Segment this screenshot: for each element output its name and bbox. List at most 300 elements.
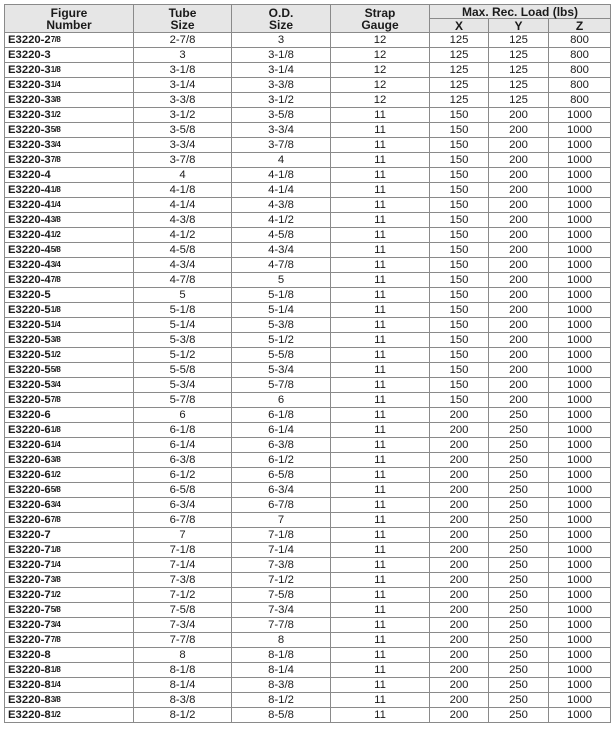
load-z-cell: 1000 xyxy=(549,708,611,723)
load-y-cell: 200 xyxy=(489,123,549,138)
load-z-cell: 1000 xyxy=(549,423,611,438)
load-z-cell: 1000 xyxy=(549,603,611,618)
table-row xyxy=(5,693,611,708)
figure-number-cell xyxy=(5,48,134,63)
header-tube-line2: Size xyxy=(170,17,195,32)
table-row xyxy=(5,498,611,513)
tube-size-cell: 7-1/8 xyxy=(134,543,232,558)
table-row xyxy=(5,648,611,663)
table-row xyxy=(5,393,611,408)
load-y-cell: 125 xyxy=(489,78,549,93)
figure-number-cell xyxy=(5,183,134,198)
figure-number-cell xyxy=(5,78,134,93)
load-x-cell: 200 xyxy=(430,513,489,528)
od-size-cell: 4-5/8 xyxy=(232,228,331,243)
figure-number-prefix: E3220-6 xyxy=(8,469,51,481)
load-y-cell: 200 xyxy=(489,228,549,243)
header-od-size xyxy=(232,5,331,33)
load-z-cell: 1000 xyxy=(549,138,611,153)
load-x-cell: 200 xyxy=(430,408,489,423)
table-row xyxy=(5,603,611,618)
header-strap-line1: Strap xyxy=(364,5,396,20)
figure-number-prefix: E3220-8 xyxy=(8,709,51,721)
figure-number-prefix: E3220-2 xyxy=(8,34,51,46)
tube-size-cell: 5 xyxy=(134,288,232,303)
load-x-cell: 200 xyxy=(430,528,489,543)
strap-gauge-cell: 11 xyxy=(331,693,430,708)
figure-number-prefix: E3220-8 xyxy=(8,694,51,706)
load-x-cell: 150 xyxy=(430,303,489,318)
figure-number-prefix: E3220-4 xyxy=(8,199,51,211)
table-row xyxy=(5,273,611,288)
figure-number-cell xyxy=(5,63,134,78)
figure-number-fraction: 1/4 xyxy=(50,680,61,689)
strap-gauge-cell: 12 xyxy=(331,48,430,63)
od-size-cell: 5-3/8 xyxy=(232,318,331,333)
load-x-cell: 200 xyxy=(430,663,489,678)
figure-number-prefix: E3220-5 xyxy=(8,364,51,376)
table-row xyxy=(5,183,611,198)
tube-size-cell: 3-3/4 xyxy=(134,138,232,153)
od-size-cell: 6-1/4 xyxy=(232,423,331,438)
load-z-cell: 1000 xyxy=(549,528,611,543)
strap-gauge-cell: 11 xyxy=(331,603,430,618)
strap-gauge-cell: 11 xyxy=(331,498,430,513)
figure-number-fraction: 1/8 xyxy=(50,305,61,314)
load-x-cell: 150 xyxy=(430,348,489,363)
figure-number-cell xyxy=(5,378,134,393)
load-x-cell: 200 xyxy=(430,573,489,588)
figure-number-prefix: E3220-3 xyxy=(8,94,51,106)
strap-gauge-cell: 12 xyxy=(331,78,430,93)
od-size-cell: 7-1/2 xyxy=(232,573,331,588)
figure-number-prefix: E3220-3 xyxy=(8,124,51,136)
figure-number-prefix: E3220-7 xyxy=(8,619,51,631)
load-y-cell: 200 xyxy=(489,108,549,123)
header-tube-line1: Tube xyxy=(168,5,197,20)
load-x-cell: 200 xyxy=(430,483,489,498)
figure-number-prefix: E3220-3 xyxy=(8,154,51,166)
load-y-cell: 200 xyxy=(489,393,549,408)
header-figure-line2: Number xyxy=(46,17,92,32)
load-y-cell: 250 xyxy=(489,513,549,528)
figure-number-fraction: 1/2 xyxy=(50,590,61,599)
figure-number-fraction: 1/8 xyxy=(50,665,61,674)
od-size-cell: 4-1/2 xyxy=(232,213,331,228)
figure-number-cell xyxy=(5,543,134,558)
table-row xyxy=(5,543,611,558)
tube-size-cell: 4-7/8 xyxy=(134,273,232,288)
figure-number-fraction: 5/8 xyxy=(50,125,61,134)
spec-table-container xyxy=(4,4,610,723)
table-row xyxy=(5,588,611,603)
load-x-cell: 200 xyxy=(430,588,489,603)
tube-size-cell: 7-1/2 xyxy=(134,588,232,603)
figure-number-cell xyxy=(5,108,134,123)
figure-number-cell xyxy=(5,438,134,453)
load-x-cell: 200 xyxy=(430,423,489,438)
figure-number-prefix: E3220-5 xyxy=(8,379,51,391)
strap-gauge-cell: 11 xyxy=(331,678,430,693)
tube-size-cell: 7-5/8 xyxy=(134,603,232,618)
tube-size-cell: 6-1/2 xyxy=(134,468,232,483)
tube-size-cell: 6-7/8 xyxy=(134,513,232,528)
figure-number-fraction: 1/4 xyxy=(50,320,61,329)
od-size-cell: 4-1/4 xyxy=(232,183,331,198)
figure-number-prefix: E3220-3 xyxy=(8,109,51,121)
figure-number-cell xyxy=(5,618,134,633)
strap-gauge-cell: 11 xyxy=(331,543,430,558)
table-row xyxy=(5,138,611,153)
figure-number-fraction: 1/8 xyxy=(50,425,61,434)
table-row xyxy=(5,78,611,93)
od-size-cell: 7-1/4 xyxy=(232,543,331,558)
load-y-cell: 250 xyxy=(489,543,549,558)
load-z-cell: 1000 xyxy=(549,498,611,513)
load-y-cell: 250 xyxy=(489,423,549,438)
figure-number-cell xyxy=(5,138,134,153)
load-z-cell: 1000 xyxy=(549,513,611,528)
figure-number-fraction: 3/8 xyxy=(50,215,61,224)
load-z-cell: 1000 xyxy=(549,543,611,558)
od-size-cell: 5-1/2 xyxy=(232,333,331,348)
load-z-cell: 1000 xyxy=(549,663,611,678)
table-row xyxy=(5,468,611,483)
figure-number-fraction: 7/8 xyxy=(50,35,61,44)
tube-size-cell: 4-1/8 xyxy=(134,183,232,198)
load-z-cell: 1000 xyxy=(549,348,611,363)
load-y-cell: 250 xyxy=(489,603,549,618)
load-y-cell: 250 xyxy=(489,648,549,663)
strap-gauge-cell: 11 xyxy=(331,528,430,543)
tube-size-cell: 7 xyxy=(134,528,232,543)
load-z-cell: 1000 xyxy=(549,378,611,393)
figure-number-fraction: 1/4 xyxy=(50,200,61,209)
load-z-cell: 1000 xyxy=(549,588,611,603)
table-row xyxy=(5,423,611,438)
tube-size-cell: 5-3/8 xyxy=(134,333,232,348)
strap-gauge-cell: 11 xyxy=(331,183,430,198)
od-size-cell: 3-1/2 xyxy=(232,93,331,108)
od-size-cell: 3-5/8 xyxy=(232,108,331,123)
load-x-cell: 150 xyxy=(430,333,489,348)
tube-size-cell: 4 xyxy=(134,168,232,183)
figure-number-prefix: E3220-4 xyxy=(8,184,51,196)
header-figure-number xyxy=(5,5,134,33)
tube-size-cell: 3 xyxy=(134,48,232,63)
strap-gauge-cell: 11 xyxy=(331,468,430,483)
load-x-cell: 150 xyxy=(430,318,489,333)
table-row xyxy=(5,483,611,498)
strap-gauge-cell: 11 xyxy=(331,618,430,633)
strap-gauge-cell: 11 xyxy=(331,153,430,168)
load-y-cell: 125 xyxy=(489,93,549,108)
tube-size-cell: 7-1/4 xyxy=(134,558,232,573)
figure-number-prefix: E3220-7 xyxy=(8,604,51,616)
figure-number-cell xyxy=(5,423,134,438)
load-z-cell: 1000 xyxy=(549,183,611,198)
load-x-cell: 200 xyxy=(430,453,489,468)
table-row xyxy=(5,438,611,453)
figure-number-prefix: E3220-4 xyxy=(8,214,51,226)
table-row xyxy=(5,663,611,678)
od-size-cell: 8-1/4 xyxy=(232,663,331,678)
load-y-cell: 200 xyxy=(489,138,549,153)
strap-gauge-cell: 11 xyxy=(331,348,430,363)
figure-number-prefix: E3220-5 xyxy=(8,349,51,361)
table-row xyxy=(5,408,611,423)
load-x-cell: 125 xyxy=(430,93,489,108)
figure-number-cell xyxy=(5,483,134,498)
load-x-cell: 150 xyxy=(430,108,489,123)
od-size-cell: 4 xyxy=(232,153,331,168)
tube-size-cell: 5-5/8 xyxy=(134,363,232,378)
load-z-cell: 1000 xyxy=(549,453,611,468)
od-size-cell: 6-1/8 xyxy=(232,408,331,423)
figure-number-cell xyxy=(5,603,134,618)
od-size-cell: 4-1/8 xyxy=(232,168,331,183)
figure-number-prefix: E3220-4 xyxy=(8,229,51,241)
figure-number-prefix: E3220-4 xyxy=(8,259,51,271)
strap-gauge-cell: 11 xyxy=(331,408,430,423)
tube-size-cell: 7-3/8 xyxy=(134,573,232,588)
od-size-cell: 3-1/8 xyxy=(232,48,331,63)
load-z-cell: 1000 xyxy=(549,693,611,708)
figure-number-fraction: 3/4 xyxy=(50,380,61,389)
od-size-cell: 8-5/8 xyxy=(232,708,331,723)
tube-size-cell: 8 xyxy=(134,648,232,663)
load-z-cell: 800 xyxy=(549,93,611,108)
load-z-cell: 1000 xyxy=(549,168,611,183)
table-row xyxy=(5,63,611,78)
figure-number-prefix: E3220-5 xyxy=(8,289,51,301)
figure-number-cell xyxy=(5,468,134,483)
figure-number-fraction: 3/4 xyxy=(50,620,61,629)
table-row xyxy=(5,93,611,108)
table-row xyxy=(5,258,611,273)
load-z-cell: 1000 xyxy=(549,648,611,663)
load-y-cell: 200 xyxy=(489,348,549,363)
od-size-cell: 6 xyxy=(232,393,331,408)
table-row xyxy=(5,213,611,228)
strap-gauge-cell: 11 xyxy=(331,318,430,333)
figure-number-prefix: E3220-3 xyxy=(8,79,51,91)
strap-gauge-cell: 11 xyxy=(331,138,430,153)
load-y-cell: 125 xyxy=(489,48,549,63)
figure-number-prefix: E3220-5 xyxy=(8,334,51,346)
load-z-cell: 1000 xyxy=(549,438,611,453)
strap-gauge-cell: 11 xyxy=(331,303,430,318)
figure-number-fraction: 5/8 xyxy=(50,245,61,254)
figure-number-cell xyxy=(5,153,134,168)
od-size-cell: 3 xyxy=(232,33,331,48)
od-size-cell: 5-3/4 xyxy=(232,363,331,378)
load-z-cell: 1000 xyxy=(549,213,611,228)
figure-number-cell xyxy=(5,273,134,288)
load-z-cell: 1000 xyxy=(549,468,611,483)
load-x-cell: 125 xyxy=(430,63,489,78)
figure-number-cell xyxy=(5,318,134,333)
load-y-cell: 250 xyxy=(489,678,549,693)
figure-number-prefix: E3220-6 xyxy=(8,514,51,526)
tube-size-cell: 8-3/8 xyxy=(134,693,232,708)
load-z-cell: 1000 xyxy=(549,633,611,648)
tube-size-cell: 7-7/8 xyxy=(134,633,232,648)
table-header xyxy=(5,5,611,33)
load-x-cell: 150 xyxy=(430,153,489,168)
load-z-cell: 1000 xyxy=(549,573,611,588)
tube-size-cell: 5-3/4 xyxy=(134,378,232,393)
figure-number-fraction: 1/8 xyxy=(50,185,61,194)
load-x-cell: 150 xyxy=(430,183,489,198)
strap-gauge-cell: 12 xyxy=(331,33,430,48)
load-x-cell: 150 xyxy=(430,243,489,258)
tube-size-cell: 4-1/2 xyxy=(134,228,232,243)
figure-number-prefix: E3220-4 xyxy=(8,244,51,256)
load-z-cell: 800 xyxy=(549,48,611,63)
figure-number-prefix: E3220-5 xyxy=(8,319,51,331)
strap-gauge-cell: 11 xyxy=(331,288,430,303)
load-x-cell: 200 xyxy=(430,468,489,483)
figure-number-cell xyxy=(5,123,134,138)
figure-number-fraction: 5/8 xyxy=(50,605,61,614)
od-size-cell: 7 xyxy=(232,513,331,528)
table-row xyxy=(5,288,611,303)
load-x-cell: 150 xyxy=(430,288,489,303)
od-size-cell: 4-7/8 xyxy=(232,258,331,273)
load-x-cell: 150 xyxy=(430,168,489,183)
load-x-cell: 200 xyxy=(430,438,489,453)
load-x-cell: 150 xyxy=(430,228,489,243)
load-x-cell: 125 xyxy=(430,78,489,93)
load-y-cell: 250 xyxy=(489,408,549,423)
tube-size-cell: 6-5/8 xyxy=(134,483,232,498)
load-y-cell: 200 xyxy=(489,153,549,168)
table-row xyxy=(5,168,611,183)
strap-gauge-cell: 11 xyxy=(331,633,430,648)
header-od-line2: Size xyxy=(268,17,293,32)
table-row xyxy=(5,708,611,723)
load-z-cell: 1000 xyxy=(549,108,611,123)
tube-size-cell: 8-1/4 xyxy=(134,678,232,693)
figure-number-prefix: E3220-8 xyxy=(8,664,51,676)
table-row xyxy=(5,198,611,213)
load-y-cell: 250 xyxy=(489,618,549,633)
figure-number-prefix: E3220-6 xyxy=(8,484,51,496)
strap-gauge-cell: 11 xyxy=(331,378,430,393)
figure-number-prefix: E3220-3 xyxy=(8,64,51,76)
tube-size-cell: 5-7/8 xyxy=(134,393,232,408)
load-y-cell: 200 xyxy=(489,258,549,273)
figure-number-fraction: 3/8 xyxy=(50,335,61,344)
load-y-cell: 250 xyxy=(489,558,549,573)
load-x-cell: 200 xyxy=(430,708,489,723)
tube-size-cell: 4-1/4 xyxy=(134,198,232,213)
figure-number-fraction: 1/2 xyxy=(50,110,61,119)
figure-number-cell xyxy=(5,93,134,108)
strap-gauge-cell: 11 xyxy=(331,393,430,408)
load-x-cell: 200 xyxy=(430,693,489,708)
load-x-cell: 200 xyxy=(430,678,489,693)
strap-gauge-cell: 11 xyxy=(331,363,430,378)
strap-gauge-cell: 11 xyxy=(331,258,430,273)
header-strap-line2: Gauge xyxy=(361,17,399,32)
strap-gauge-cell: 12 xyxy=(331,93,430,108)
table-row xyxy=(5,678,611,693)
table-row xyxy=(5,108,611,123)
header-load-x: X xyxy=(430,19,489,33)
figure-number-cell xyxy=(5,213,134,228)
load-z-cell: 1000 xyxy=(549,408,611,423)
load-y-cell: 200 xyxy=(489,303,549,318)
figure-number-cell xyxy=(5,528,134,543)
load-x-cell: 200 xyxy=(430,603,489,618)
figure-number-cell xyxy=(5,258,134,273)
load-y-cell: 250 xyxy=(489,498,549,513)
load-y-cell: 125 xyxy=(489,63,549,78)
figure-number-fraction: 7/8 xyxy=(50,275,61,284)
figure-number-fraction: 1/4 xyxy=(50,560,61,569)
load-y-cell: 250 xyxy=(489,453,549,468)
od-size-cell: 3-3/8 xyxy=(232,78,331,93)
strap-gauge-cell: 11 xyxy=(331,273,430,288)
load-z-cell: 800 xyxy=(549,33,611,48)
figure-number-cell xyxy=(5,678,134,693)
figure-number-prefix: E3220-6 xyxy=(8,409,51,421)
od-size-cell: 7-7/8 xyxy=(232,618,331,633)
load-y-cell: 250 xyxy=(489,663,549,678)
figure-number-fraction: 3/8 xyxy=(50,575,61,584)
figure-number-cell xyxy=(5,333,134,348)
load-y-cell: 200 xyxy=(489,198,549,213)
tube-size-cell: 2-7/8 xyxy=(134,33,232,48)
load-y-cell: 250 xyxy=(489,468,549,483)
load-y-cell: 200 xyxy=(489,183,549,198)
load-z-cell: 1000 xyxy=(549,333,611,348)
figure-number-prefix: E3220-3 xyxy=(8,139,51,151)
od-size-cell: 7-1/8 xyxy=(232,528,331,543)
od-size-cell: 4-3/4 xyxy=(232,243,331,258)
figure-number-prefix: E3220-8 xyxy=(8,679,51,691)
figure-number-cell xyxy=(5,228,134,243)
header-strap-gauge xyxy=(331,5,430,33)
table-body xyxy=(5,33,611,723)
strap-gauge-cell: 11 xyxy=(331,513,430,528)
load-z-cell: 1000 xyxy=(549,483,611,498)
load-x-cell: 150 xyxy=(430,393,489,408)
figure-number-cell xyxy=(5,558,134,573)
od-size-cell: 8-1/2 xyxy=(232,693,331,708)
load-z-cell: 1000 xyxy=(549,363,611,378)
header-tube-size xyxy=(134,5,232,33)
tube-size-cell: 3-1/2 xyxy=(134,108,232,123)
figure-number-fraction: 1/2 xyxy=(50,350,61,359)
load-y-cell: 200 xyxy=(489,213,549,228)
figure-number-fraction: 1/8 xyxy=(50,545,61,554)
header-load-z: Z xyxy=(549,19,611,33)
load-z-cell: 1000 xyxy=(549,153,611,168)
load-x-cell: 150 xyxy=(430,273,489,288)
figure-number-prefix: E3220-7 xyxy=(8,544,51,556)
header-load-y: Y xyxy=(489,19,549,33)
figure-number-fraction: 1/4 xyxy=(50,80,61,89)
tube-size-cell: 5-1/2 xyxy=(134,348,232,363)
figure-number-prefix: E3220-7 xyxy=(8,529,51,541)
figure-number-prefix: E3220-6 xyxy=(8,424,51,436)
od-size-cell: 5 xyxy=(232,273,331,288)
od-size-cell: 6-1/2 xyxy=(232,453,331,468)
figure-number-cell xyxy=(5,348,134,363)
